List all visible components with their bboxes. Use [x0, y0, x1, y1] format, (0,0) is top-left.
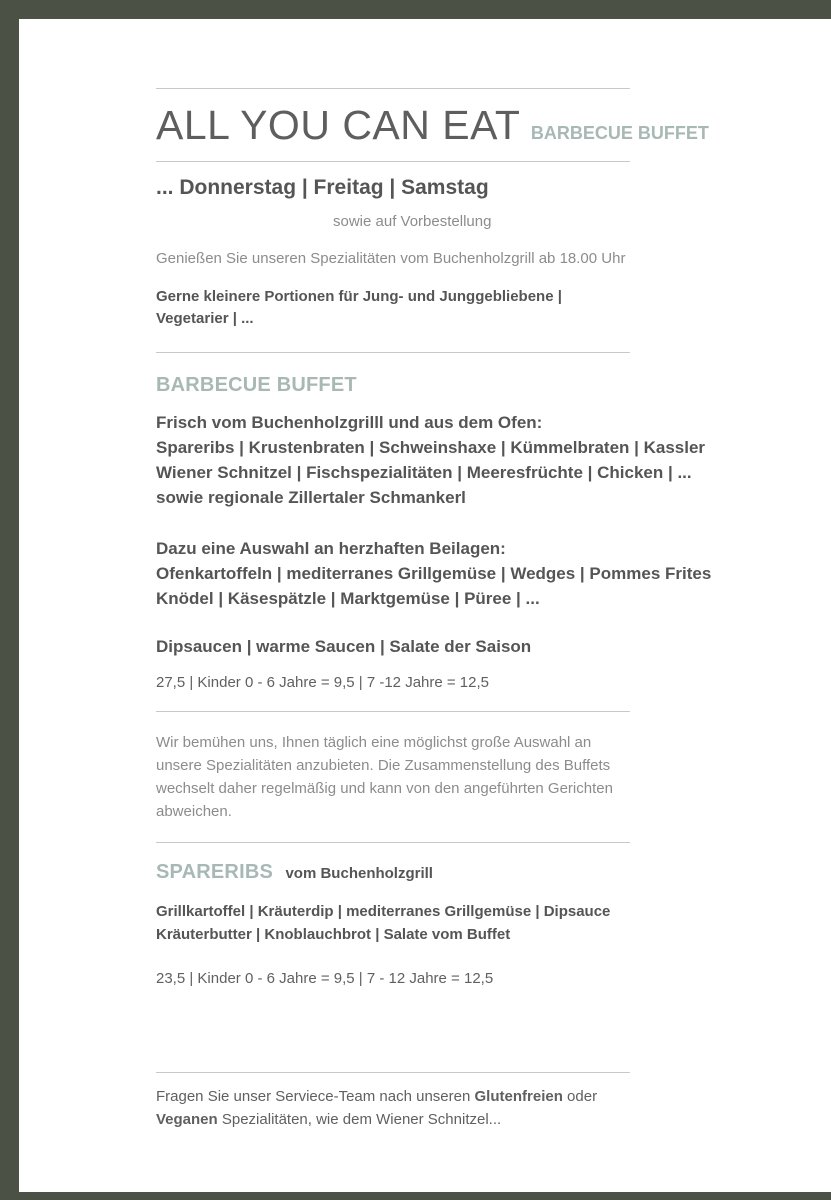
divider: [156, 711, 630, 712]
buffet-fresh-block: [156, 410, 705, 510]
spareribs-line: Grillkartoffel | Kräuterdip | mediterranes Grillgemüse | Dipsauce: [156, 903, 611, 920]
buffet-fresh-line: Spareribs | Krustenbraten | Schweinshaxe | Kümmelbraten | Kassler: [156, 438, 706, 457]
notice-line: wechselt daher regelmäßig und kann von den angeführten Gerichten: [156, 780, 613, 797]
page-subtitle: BARBECUE BUFFET: [530, 123, 709, 143]
divider: [156, 352, 630, 353]
footer-text: oder: [562, 1088, 598, 1105]
portions-line: Vegetarier | ...: [156, 310, 254, 327]
spareribs-price: 23,5 | Kinder 0 - 6 Jahre = 9,5 | 7 - 12 Jahre = 12,5: [156, 970, 494, 987]
buffet-fresh-line: sowie regionale Zillertaler Schmankerl: [156, 488, 466, 507]
buffet-price: 27,5 | Kinder 0 - 6 Jahre = 9,5 | 7 -12 Jahre = 12,5: [156, 674, 490, 691]
portions-line: Gerne kleinere Portionen für Jung- und Junggebliebene |: [156, 288, 562, 305]
notice-line: unsere Spezialitäten anzubieten. Die Zusammenstellung des Buffets: [156, 757, 611, 774]
divider: [156, 1072, 630, 1073]
notice-text: [156, 731, 613, 823]
spareribs-text: [156, 900, 610, 946]
footer-text: Fragen Sie unser Serviece-Team nach unseren: [156, 1088, 475, 1105]
footer-text: Spezialitäten, wie dem Wiener Schnitzel...: [217, 1111, 502, 1128]
divider: [156, 161, 630, 162]
page-title: ALL YOU CAN EAT: [156, 102, 521, 148]
footer-note: [156, 1085, 597, 1131]
buffet-sides-block: [156, 536, 711, 611]
preorder-note: sowie auf Vorbestellung: [333, 213, 492, 230]
buffet-heading: BARBECUE BUFFET: [156, 374, 357, 396]
footer-line: [156, 1108, 597, 1131]
spareribs-heading: SPARERIBS: [156, 861, 274, 883]
buffet-sides-line: Knödel | Käsespätzle | Marktgemüse | Püree | ...: [156, 589, 540, 608]
intro-text: Genießen Sie unseren Spezialitäten vom Buchenholzgrill ab 18.00 Uhr: [156, 250, 626, 267]
divider: [156, 842, 630, 843]
divider: [156, 88, 630, 89]
spareribs-heading-row: [156, 861, 433, 884]
portions-text: [156, 286, 562, 330]
notice-line: abweichen.: [156, 803, 232, 820]
footer-glutenfree: Glutenfreien: [474, 1088, 563, 1105]
footer-vegan: Veganen: [156, 1111, 218, 1128]
buffet-sides-intro: Dazu eine Auswahl an herzhaften Beilagen:: [156, 539, 506, 558]
buffet-sauces: Dipsaucen | warme Saucen | Salate der Saison: [156, 637, 532, 656]
buffet-fresh-line: Wiener Schnitzel | Fischspezialitäten | Meeresfrüchte | Chicken | ...: [156, 463, 692, 482]
spareribs-line: Kräuterbutter | Knoblauchbrot | Salate vom Buffet: [156, 926, 511, 943]
days-line: ... Donnerstag | Freitag | Samstag: [156, 176, 489, 199]
spareribs-heading-suffix: vom Buchenholzgrill: [285, 865, 433, 882]
menu-page: [19, 19, 831, 1192]
buffet-fresh-intro: Frisch vom Buchenholzgrilll und aus dem Ofen:: [156, 413, 543, 432]
buffet-sides-line: Ofenkartoffeln | mediterranes Grillgemüse | Wedges | Pommes Frites: [156, 564, 712, 583]
footer-line: [156, 1085, 597, 1108]
header-title-row: [156, 102, 709, 149]
notice-line: Wir bemühen uns, Ihnen täglich eine möglichst große Auswahl an: [156, 734, 592, 751]
